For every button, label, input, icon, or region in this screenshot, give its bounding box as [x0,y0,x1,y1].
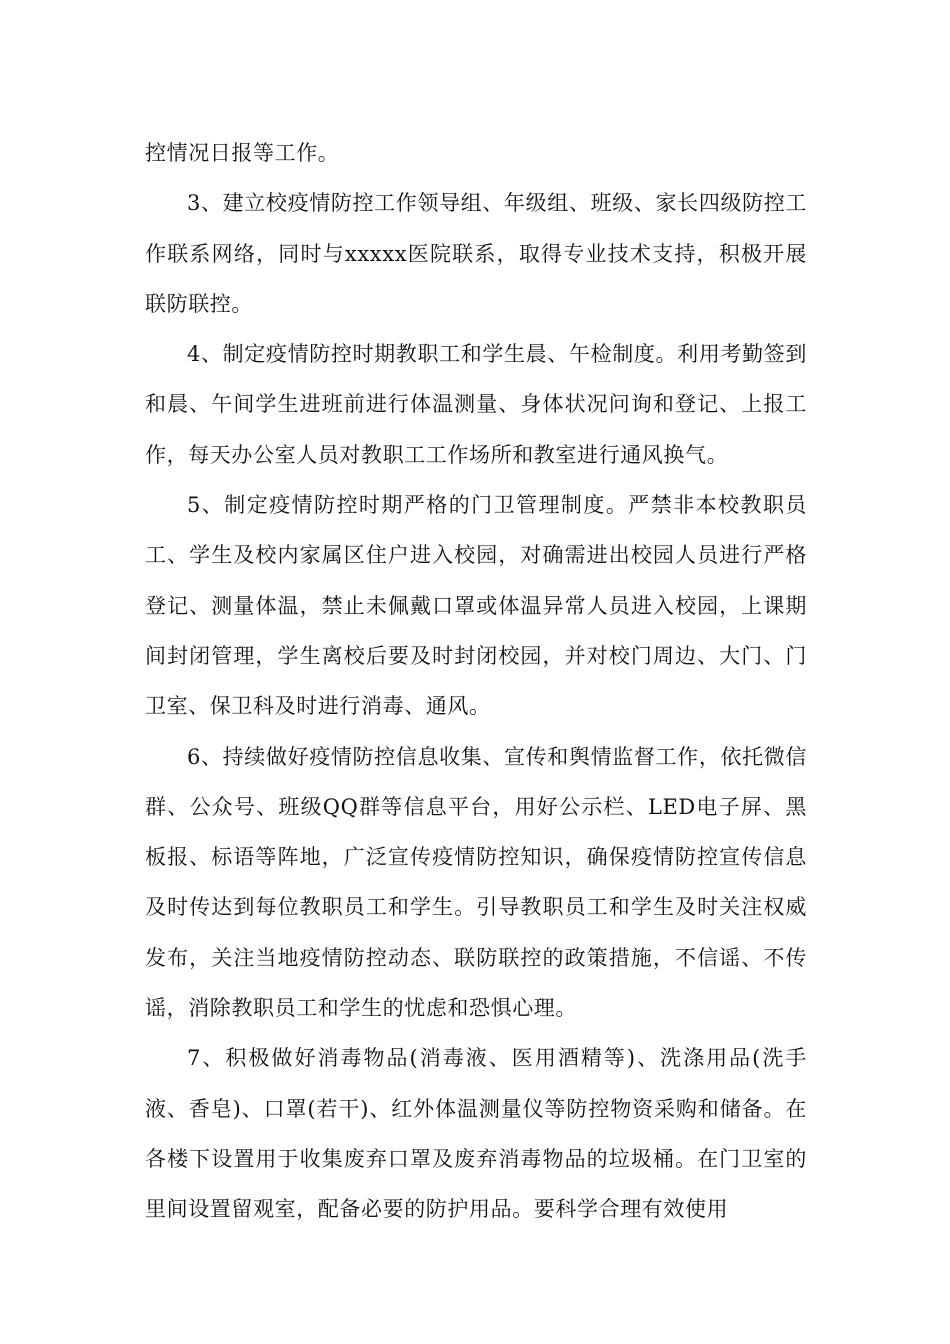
paragraph-item-7: 7、积极做好消毒物品(消毒液、医用酒精等)、洗涤用品(洗手液、香皂)、口罩(若干)、红外体温测量仪等防控物资采购和储备。在各楼下设置用于收集废弃口罩及废弃消毒物品的垃圾桶。在门卫室的里间设置留观室，配备必要的防护用品。要科学合理有效使用 [145,1046,807,1222]
paragraph-continuation: 控情况日报等工作。 [145,141,340,165]
paragraph-item-3: 3、建立校疫情防控工作领导组、年级组、班级、家长四级防控工作联系网络，同时与xxxxx医院联系，取得专业技术支持，积极开展联防联控。 [145,191,807,316]
paragraph-item-5: 5、制定疫情防控时期严格的门卫管理制度。严禁非本校教职员工、学生及校内家属区住户进入校园，对确需进出校园人员进行严格登记、测量体温，禁止未佩戴口罩或体温异常人员进入校园，上课期间封闭管理，学生离校后要及时封闭校园，并对校门周边、大门、门卫室、保卫科及时进行消毒、通风。 [145,493,807,719]
paragraph-item-6: 6、持续做好疫情防控信息收集、宣传和舆情监督工作，依托微信群、公众号、班级QQ群等信息平台，用好公示栏、LED电子屏、黑板报、标语等阵地，广泛宣传疫情防控知识，确保疫情防控宣传信息及时传达到每位教职员工和学生。引导教职员工和学生及时关注权威发布，关注当地疫情防控动态、联防联控的政策措施，不信谣、不传谣，消除教职员工和学生的忧虑和恐惧心理。 [145,744,807,1021]
document-body [145,128,807,1235]
paragraph-item-4: 4、制定疫情防控时期教职工和学生晨、午检制度。利用考勤签到和晨、午间学生进班前进行体温测量、身体状况问询和登记、上报工作，每天办公室人员对教职工工作场所和教室进行通风换气。 [145,342,807,467]
